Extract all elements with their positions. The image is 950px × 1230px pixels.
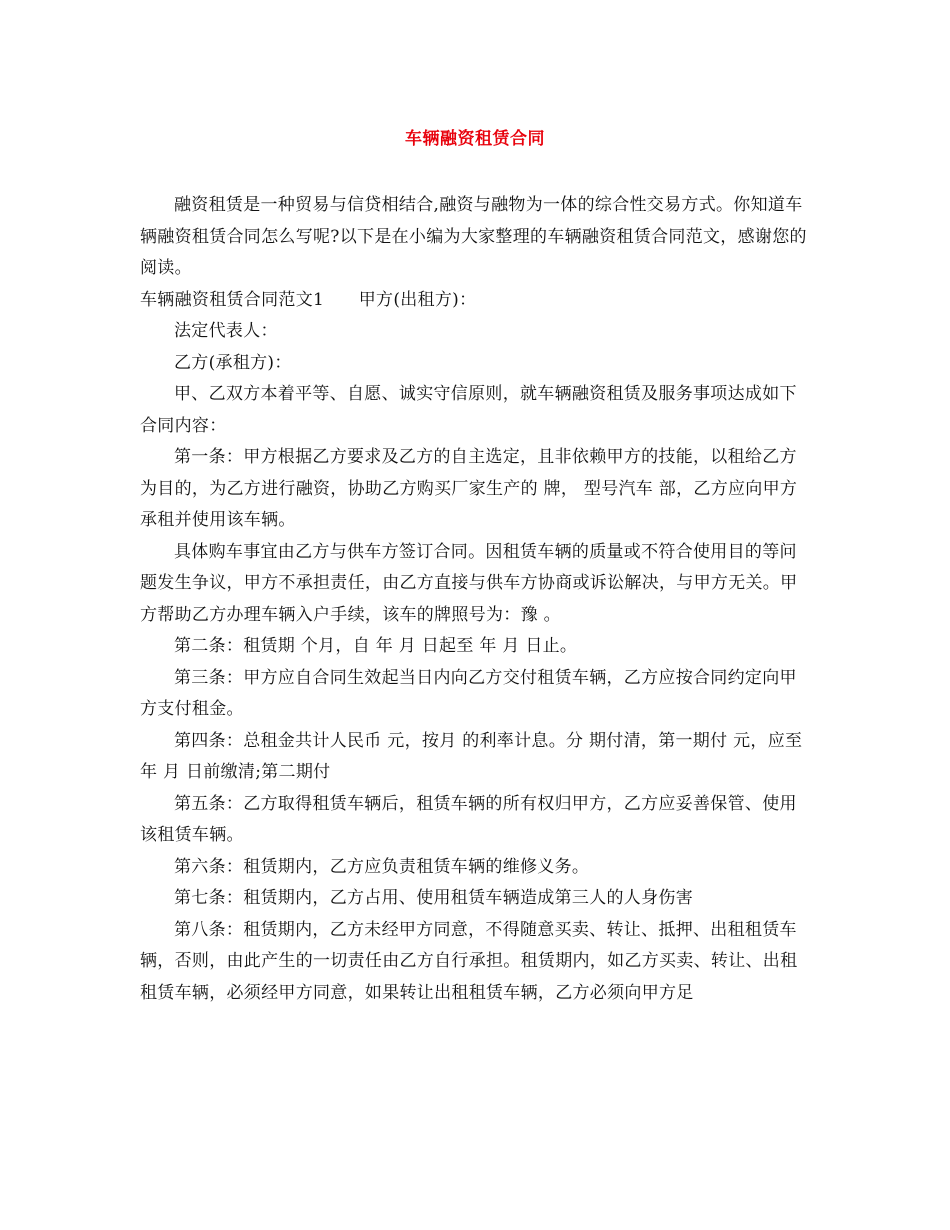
paragraph: 乙方(承租方)： bbox=[174, 352, 292, 373]
paragraph: 第七条：租赁期内，乙方占用、使用租赁车辆造成第三人的人身伤害 bbox=[174, 888, 693, 908]
paragraph: 第一条：甲方根据乙方要求及乙方的自主选定，且非依赖甲方的技能，以租给乙方为目的，为乙方进行融资，协助乙方购买厂家生产的 牌， 型号汽车 部，乙方应向甲方承租并使用该车辆。 bbox=[140, 447, 798, 530]
paragraph: 第五条：乙方取得租赁车辆后，租赁车辆的所有权归甲方，乙方应妥善保管、使用该租赁车辆。 bbox=[140, 793, 797, 845]
paragraph: 第二条：租赁期 个月，自 年 月 日起至 年 月 日止。 bbox=[174, 636, 578, 656]
paragraph: 第三条：甲方应自合同生效起当日内向乙方交付租赁车辆，乙方应按合同约定向甲方支付租金。 bbox=[140, 667, 797, 719]
paragraph: 法定代表人： bbox=[174, 321, 278, 341]
document-title: 车辆融资租赁合同 bbox=[405, 129, 545, 149]
paragraph: 第六条：租赁期内，乙方应负责租赁车辆的维修义务。 bbox=[174, 856, 590, 877]
paragraph: 第八条：租赁期内，乙方未经甲方同意，不得随意买卖、转让、抵押、出租租赁车辆，否则，由此产生的一切责任由乙方自行承担。租赁期内，如乙方买卖、转让、出租租赁车辆，必须经甲方同意，如果转让出租租赁车辆，乙方必须向甲方足 bbox=[140, 919, 798, 1003]
paragraph: 融资租赁是一种贸易与信贷相结合,融资与融物为一体的综合性交易方式。你知道车辆融资租赁合同怎么写呢?以下是在小编为大家整理的车辆融资租赁合同范文，感谢您的阅读。 bbox=[140, 195, 807, 278]
paragraph: 甲、乙双方本着平等、自愿、诚实守信原则，就车辆融资租赁及服务事项达成如下合同内容： bbox=[140, 384, 797, 436]
paragraph: 车辆融资租赁合同范文1 甲方(出租方)： bbox=[140, 289, 477, 310]
document-body bbox=[140, 190, 812, 1009]
paragraph: 第四条：总租金共计人民币 元，按月 的利率计息。分 期付清，第一期付 元，应至 年 月 日前缴清;第二期付 bbox=[140, 730, 803, 782]
paragraph: 具体购车事宜由乙方与供车方签订合同。因租赁车辆的质量或不符合使用目的等问题发生争议，甲方不承担责任，由乙方直接与供车方协商或诉讼解决，与甲方无关。甲方帮助乙方办理车辆入户手续，该车的牌照号为：豫 。 bbox=[140, 541, 798, 625]
